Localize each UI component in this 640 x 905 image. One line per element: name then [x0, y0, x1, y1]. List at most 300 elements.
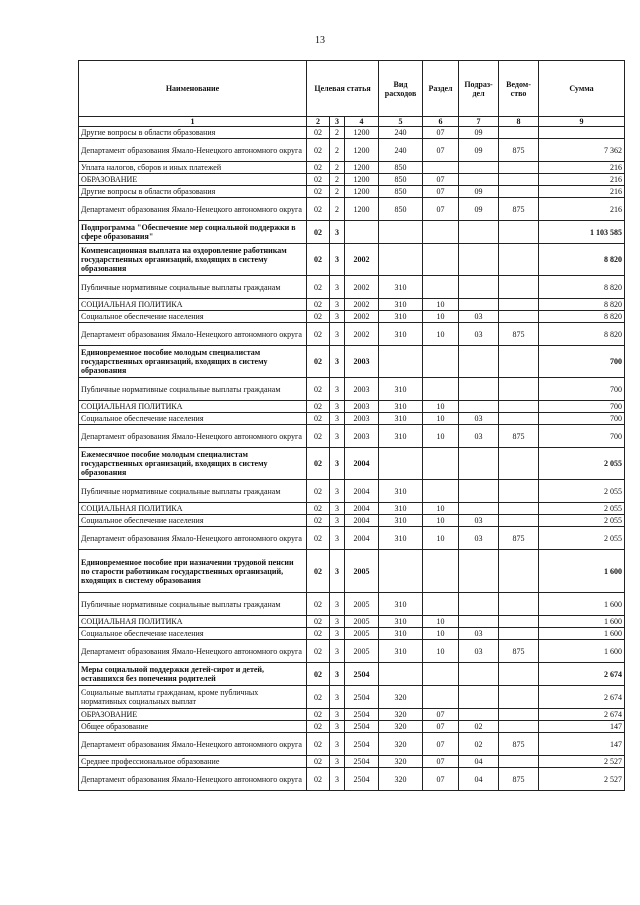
row-expense-type: [379, 244, 423, 276]
row-name: Социальное обеспечение населения: [79, 311, 307, 323]
row-expense-type: 310: [379, 401, 423, 413]
row-name: Департамент образования Ямало-Ненецкого автономного округа: [79, 640, 307, 663]
row-section: 07: [423, 756, 459, 768]
row-expense-type: [379, 663, 423, 686]
row-name: Социальное обеспечение населения: [79, 515, 307, 527]
row-sum: 1 600: [539, 628, 625, 640]
row-target-code: 1200: [345, 162, 379, 174]
row-section: [423, 221, 459, 244]
row-target-code: 2002: [345, 323, 379, 346]
row-section: 10: [423, 299, 459, 311]
row-target-code: 2003: [345, 346, 379, 378]
row-target-code: 2504: [345, 686, 379, 709]
row-section: [423, 378, 459, 401]
table-row: [79, 346, 625, 378]
row-target-program: 02: [307, 616, 330, 628]
row-target-subprogram: 3: [330, 244, 345, 276]
row-section: 10: [423, 503, 459, 515]
row-name: Социальные выплаты гражданам, кроме публичных нормативных социальных выплат: [79, 686, 307, 709]
row-target-program: 02: [307, 721, 330, 733]
row-subsection: [459, 550, 499, 593]
row-subsection: 09: [459, 186, 499, 198]
row-department: 875: [499, 139, 539, 162]
table-row: [79, 686, 625, 709]
row-name: Ежемесячное пособие молодым специалистам государственных организаций, входящих в систему образования: [79, 448, 307, 480]
row-target-program: 02: [307, 346, 330, 378]
table-row: [79, 162, 625, 174]
row-department: 875: [499, 198, 539, 221]
row-expense-type: 310: [379, 593, 423, 616]
row-expense-type: 310: [379, 311, 423, 323]
row-sum: 216: [539, 174, 625, 186]
row-section: 07: [423, 768, 459, 791]
row-target-subprogram: 3: [330, 425, 345, 448]
row-department: 875: [499, 733, 539, 756]
row-name: СОЦИАЛЬНАЯ ПОЛИТИКА: [79, 503, 307, 515]
row-name: Социальное обеспечение населения: [79, 628, 307, 640]
row-target-subprogram: 3: [330, 311, 345, 323]
row-target-program: 02: [307, 480, 330, 503]
row-name: Департамент образования Ямало-Ненецкого автономного округа: [79, 733, 307, 756]
row-department: [499, 413, 539, 425]
table-row: [79, 663, 625, 686]
row-section: [423, 686, 459, 709]
row-section: 07: [423, 709, 459, 721]
row-subsection: 09: [459, 127, 499, 139]
row-target-code: 2002: [345, 311, 379, 323]
row-name: Публичные нормативные социальные выплаты гражданам: [79, 378, 307, 401]
row-target-subprogram: 3: [330, 721, 345, 733]
row-expense-type: 310: [379, 480, 423, 503]
row-name: СОЦИАЛЬНАЯ ПОЛИТИКА: [79, 401, 307, 413]
row-target-code: 2003: [345, 401, 379, 413]
row-section: 10: [423, 413, 459, 425]
table-row: [79, 640, 625, 663]
row-department: [499, 616, 539, 628]
row-sum: 2 527: [539, 756, 625, 768]
row-target-code: 2002: [345, 276, 379, 299]
row-name: СОЦИАЛЬНАЯ ПОЛИТИКА: [79, 616, 307, 628]
column-number-row: [79, 117, 625, 127]
row-target-subprogram: 3: [330, 323, 345, 346]
row-target-code: 2504: [345, 768, 379, 791]
row-department: [499, 244, 539, 276]
row-name: Публичные нормативные социальные выплаты гражданам: [79, 480, 307, 503]
row-target-subprogram: 3: [330, 378, 345, 401]
row-expense-type: 310: [379, 616, 423, 628]
row-department: 875: [499, 527, 539, 550]
row-department: [499, 503, 539, 515]
row-name: Подпрограмма "Обеспечение мер социальной поддержки в сфере образования": [79, 221, 307, 244]
row-expense-type: [379, 221, 423, 244]
row-subsection: 03: [459, 628, 499, 640]
row-name: Единовременное пособие молодым специалистам государственных организаций, входящих в систему образования: [79, 346, 307, 378]
row-target-subprogram: 3: [330, 686, 345, 709]
row-subsection: 04: [459, 756, 499, 768]
row-sum: 700: [539, 346, 625, 378]
table-row: [79, 550, 625, 593]
row-target-subprogram: 3: [330, 527, 345, 550]
row-target-code: 2005: [345, 550, 379, 593]
row-target-code: 2004: [345, 527, 379, 550]
row-expense-type: 320: [379, 686, 423, 709]
header-sum: Сумма: [539, 61, 625, 117]
row-sum: 216: [539, 198, 625, 221]
row-target-program: 02: [307, 323, 330, 346]
row-target-code: 2004: [345, 480, 379, 503]
row-target-code: 2005: [345, 628, 379, 640]
row-sum: 1 600: [539, 640, 625, 663]
header-subsection: Подраз-дел: [459, 61, 499, 117]
row-sum: 8 820: [539, 276, 625, 299]
row-expense-type: 240: [379, 139, 423, 162]
row-section: 10: [423, 616, 459, 628]
row-target-program: 02: [307, 550, 330, 593]
row-department: [499, 127, 539, 139]
row-sum: 216: [539, 186, 625, 198]
table-row: [79, 139, 625, 162]
row-expense-type: 310: [379, 640, 423, 663]
table-row: [79, 515, 625, 527]
row-section: 10: [423, 425, 459, 448]
row-section: 10: [423, 323, 459, 346]
row-expense-type: 310: [379, 425, 423, 448]
row-name: ОБРАЗОВАНИЕ: [79, 174, 307, 186]
row-target-code: 1200: [345, 186, 379, 198]
row-expense-type: 320: [379, 709, 423, 721]
row-department: 875: [499, 640, 539, 663]
row-target-subprogram: 2: [330, 186, 345, 198]
row-target-code: 2004: [345, 448, 379, 480]
row-department: [499, 299, 539, 311]
row-target-subprogram: 3: [330, 663, 345, 686]
row-department: [499, 162, 539, 174]
row-section: [423, 550, 459, 593]
row-target-subprogram: 2: [330, 127, 345, 139]
row-expense-type: 320: [379, 756, 423, 768]
budget-table: [78, 60, 625, 791]
row-subsection: 02: [459, 721, 499, 733]
row-target-subprogram: 3: [330, 480, 345, 503]
row-expense-type: 240: [379, 127, 423, 139]
header-name: Наименование: [79, 61, 307, 117]
row-department: [499, 448, 539, 480]
row-sum: 2 674: [539, 686, 625, 709]
row-target-code: 2004: [345, 503, 379, 515]
row-sum: 8 820: [539, 244, 625, 276]
row-subsection: [459, 378, 499, 401]
row-sum: 2 055: [539, 448, 625, 480]
row-expense-type: 850: [379, 186, 423, 198]
table-row: [79, 756, 625, 768]
row-subsection: [459, 244, 499, 276]
header-expense-type: Вид расходов: [379, 61, 423, 117]
row-target-code: 2002: [345, 244, 379, 276]
row-section: [423, 480, 459, 503]
row-subsection: 09: [459, 198, 499, 221]
row-subsection: 04: [459, 768, 499, 791]
row-expense-type: 320: [379, 733, 423, 756]
row-department: [499, 663, 539, 686]
column-number: 5: [379, 117, 423, 127]
row-target-subprogram: 2: [330, 198, 345, 221]
row-department: [499, 186, 539, 198]
row-target-program: 02: [307, 299, 330, 311]
row-target-subprogram: 3: [330, 593, 345, 616]
row-target-program: 02: [307, 686, 330, 709]
row-subsection: [459, 162, 499, 174]
row-department: [499, 174, 539, 186]
row-sum: 2 674: [539, 709, 625, 721]
table-row: [79, 311, 625, 323]
row-sum: 1 600: [539, 593, 625, 616]
row-target-program: 02: [307, 127, 330, 139]
table-row: [79, 186, 625, 198]
row-expense-type: 310: [379, 527, 423, 550]
row-section: 10: [423, 628, 459, 640]
row-target-subprogram: 3: [330, 768, 345, 791]
header-department: Ведом-ство: [499, 61, 539, 117]
row-target-subprogram: 3: [330, 640, 345, 663]
table-row: [79, 628, 625, 640]
row-target-code: 2504: [345, 733, 379, 756]
row-name: Среднее профессиональное образование: [79, 756, 307, 768]
row-subsection: [459, 686, 499, 709]
row-target-subprogram: 2: [330, 162, 345, 174]
row-target-program: 02: [307, 221, 330, 244]
row-name: Единовременное пособие при назначении трудовой пенсии по старости работникам государственных организаций, входящих в систему образования: [79, 550, 307, 593]
row-subsection: [459, 401, 499, 413]
row-expense-type: 310: [379, 628, 423, 640]
table-row: [79, 323, 625, 346]
row-expense-type: 320: [379, 721, 423, 733]
row-sum: 8 820: [539, 299, 625, 311]
row-sum: 216: [539, 162, 625, 174]
row-target-code: 1200: [345, 127, 379, 139]
column-number: 8: [499, 117, 539, 127]
row-section: 07: [423, 198, 459, 221]
row-target-code: 2504: [345, 709, 379, 721]
row-target-program: 02: [307, 139, 330, 162]
row-target-program: 02: [307, 527, 330, 550]
table-body: [79, 127, 625, 791]
row-sum: 2 527: [539, 768, 625, 791]
row-expense-type: 310: [379, 503, 423, 515]
row-target-code: 2005: [345, 616, 379, 628]
row-subsection: [459, 174, 499, 186]
row-department: [499, 221, 539, 244]
row-target-code: 2003: [345, 425, 379, 448]
row-subsection: 03: [459, 527, 499, 550]
row-name: Социальное обеспечение населения: [79, 413, 307, 425]
row-target-program: 02: [307, 425, 330, 448]
row-target-subprogram: 3: [330, 221, 345, 244]
table-row: [79, 593, 625, 616]
row-department: 875: [499, 323, 539, 346]
row-subsection: 09: [459, 139, 499, 162]
row-target-subprogram: 3: [330, 709, 345, 721]
row-target-code: 2002: [345, 299, 379, 311]
row-section: [423, 244, 459, 276]
row-sum: [539, 127, 625, 139]
row-department: [499, 593, 539, 616]
row-target-program: 02: [307, 640, 330, 663]
row-subsection: 03: [459, 323, 499, 346]
row-department: [499, 515, 539, 527]
column-number: 6: [423, 117, 459, 127]
row-subsection: [459, 221, 499, 244]
row-subsection: [459, 593, 499, 616]
table-row: [79, 527, 625, 550]
table-row: [79, 709, 625, 721]
row-target-subprogram: 3: [330, 515, 345, 527]
row-department: [499, 276, 539, 299]
row-section: 10: [423, 515, 459, 527]
header-target: Целевая статья: [307, 61, 379, 117]
row-name: Публичные нормативные социальные выплаты гражданам: [79, 593, 307, 616]
row-expense-type: 850: [379, 198, 423, 221]
row-department: 875: [499, 425, 539, 448]
row-target-code: 2504: [345, 756, 379, 768]
row-expense-type: 310: [379, 323, 423, 346]
column-number: 2: [307, 117, 330, 127]
row-subsection: 03: [459, 640, 499, 663]
row-target-program: 02: [307, 186, 330, 198]
row-target-subprogram: 3: [330, 346, 345, 378]
row-sum: 1 103 585: [539, 221, 625, 244]
table-row: [79, 503, 625, 515]
row-expense-type: 310: [379, 378, 423, 401]
row-target-program: 02: [307, 733, 330, 756]
row-expense-type: 850: [379, 174, 423, 186]
row-target-code: 2005: [345, 593, 379, 616]
row-subsection: [459, 480, 499, 503]
row-sum: 700: [539, 413, 625, 425]
table-row: [79, 721, 625, 733]
row-target-program: 02: [307, 162, 330, 174]
row-section: 07: [423, 127, 459, 139]
page-number: 13: [315, 35, 325, 46]
row-name: Департамент образования Ямало-Ненецкого автономного округа: [79, 768, 307, 791]
row-subsection: [459, 709, 499, 721]
row-expense-type: [379, 346, 423, 378]
row-sum: 700: [539, 401, 625, 413]
row-target-program: 02: [307, 378, 330, 401]
row-target-code: 2004: [345, 515, 379, 527]
row-target-subprogram: 3: [330, 616, 345, 628]
row-expense-type: 850: [379, 162, 423, 174]
table-row: [79, 198, 625, 221]
row-target-subprogram: 3: [330, 276, 345, 299]
row-name: Компенсационная выплата на оздоровление работникам государственных организаций, входящих в систему образования: [79, 244, 307, 276]
row-target-program: 02: [307, 174, 330, 186]
row-subsection: 03: [459, 425, 499, 448]
column-number: 4: [345, 117, 379, 127]
row-subsection: [459, 448, 499, 480]
row-target-program: 02: [307, 448, 330, 480]
row-sum: 2 055: [539, 515, 625, 527]
row-target-code: 2003: [345, 413, 379, 425]
row-expense-type: [379, 448, 423, 480]
row-section: 07: [423, 186, 459, 198]
row-target-program: 02: [307, 663, 330, 686]
row-department: [499, 550, 539, 593]
table-row: [79, 616, 625, 628]
table-row: [79, 413, 625, 425]
column-number: 7: [459, 117, 499, 127]
table-row: [79, 768, 625, 791]
row-section: [423, 448, 459, 480]
row-name: Уплата налогов, сборов и иных платежей: [79, 162, 307, 174]
row-target-code: 1200: [345, 139, 379, 162]
row-target-program: 02: [307, 628, 330, 640]
row-subsection: [459, 503, 499, 515]
table-row: [79, 448, 625, 480]
row-target-subprogram: 2: [330, 174, 345, 186]
row-target-code: 2003: [345, 378, 379, 401]
row-target-program: 02: [307, 768, 330, 791]
row-name: ОБРАЗОВАНИЕ: [79, 709, 307, 721]
row-department: [499, 709, 539, 721]
row-target-subprogram: 3: [330, 503, 345, 515]
row-sum: 8 820: [539, 311, 625, 323]
row-target-program: 02: [307, 709, 330, 721]
row-section: [423, 162, 459, 174]
row-target-program: 02: [307, 413, 330, 425]
row-name: Департамент образования Ямало-Ненецкого автономного округа: [79, 198, 307, 221]
row-section: 07: [423, 174, 459, 186]
row-sum: 147: [539, 733, 625, 756]
row-subsection: 03: [459, 311, 499, 323]
row-subsection: [459, 299, 499, 311]
row-target-program: 02: [307, 276, 330, 299]
row-sum: 1 600: [539, 550, 625, 593]
row-target-program: 02: [307, 515, 330, 527]
row-subsection: [459, 663, 499, 686]
row-target-subprogram: 3: [330, 756, 345, 768]
row-department: [499, 401, 539, 413]
table-row: [79, 425, 625, 448]
row-target-program: 02: [307, 311, 330, 323]
row-name: Общее образование: [79, 721, 307, 733]
table-row: [79, 378, 625, 401]
row-sum: 147: [539, 721, 625, 733]
table-row: [79, 733, 625, 756]
row-sum: 2 055: [539, 527, 625, 550]
header-section: Раздел: [423, 61, 459, 117]
row-section: 07: [423, 733, 459, 756]
row-name: Другие вопросы в области образования: [79, 186, 307, 198]
row-department: [499, 311, 539, 323]
row-department: [499, 346, 539, 378]
table-row: [79, 276, 625, 299]
row-department: 875: [499, 768, 539, 791]
row-target-code: 1200: [345, 198, 379, 221]
row-subsection: 02: [459, 733, 499, 756]
row-expense-type: [379, 550, 423, 593]
row-sum: 2 055: [539, 480, 625, 503]
row-name: СОЦИАЛЬНАЯ ПОЛИТИКА: [79, 299, 307, 311]
row-department: [499, 756, 539, 768]
row-expense-type: 310: [379, 299, 423, 311]
row-name: Другие вопросы в области образования: [79, 127, 307, 139]
row-section: [423, 346, 459, 378]
row-target-subprogram: 2: [330, 139, 345, 162]
table-row: [79, 299, 625, 311]
table-row: [79, 127, 625, 139]
row-target-subprogram: 3: [330, 628, 345, 640]
row-section: [423, 593, 459, 616]
